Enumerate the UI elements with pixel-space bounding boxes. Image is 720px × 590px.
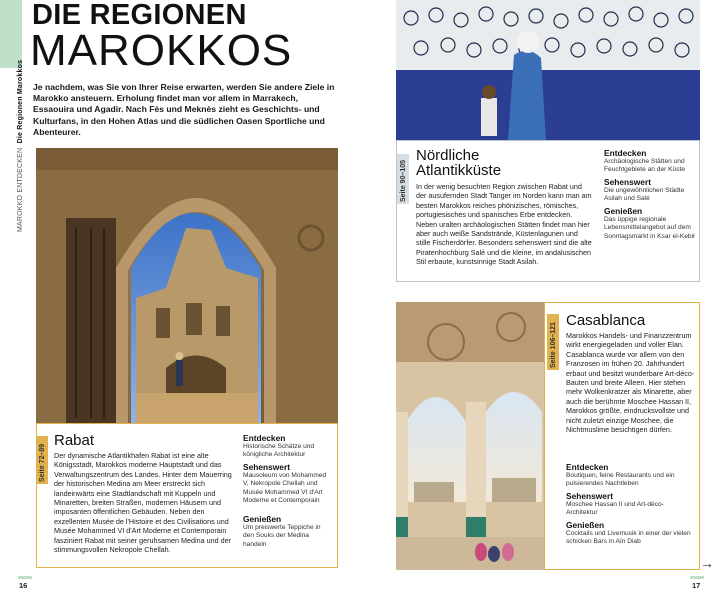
rabat-entdecken-text: Historische Schätze und königliche Architektur (243, 443, 315, 459)
rabat-pages: Seite 72–89 (39, 443, 46, 482)
casablanca-pages: Seite 106–121 (550, 322, 557, 368)
page-number-left: 16 (19, 581, 28, 590)
coast-page-tab (397, 154, 409, 204)
coast-entdecken-text: Archäologische Stätten und Feuchtgebiete an der Küste (604, 158, 686, 174)
coast-title-line1: Nördliche (416, 147, 480, 164)
side-chapter-name: Die Regionen Marokkos (17, 59, 24, 144)
page-number-bar-right (690, 576, 704, 579)
rabat-sehenswert-heading: Sehenswert (243, 462, 291, 472)
casablanca-entdecken-heading: Entdecken (566, 462, 609, 472)
casablanca-geniessen-text: Cocktails und Livemusik in einer der vielen schicken Bars in Aïn Diab (566, 530, 691, 546)
coast-title-line2: Atlantikküste (416, 162, 502, 179)
page-number-right: 17 (692, 581, 701, 590)
coast-sehenswert-heading: Sehenswert (604, 177, 652, 187)
rabat-geniessen-text: Um preiswerte Teppiche in den Souks der Medina handeln (243, 524, 321, 548)
rabat-sehenswert-text: Mausoleum von Mohammed V, Nekropole Chellah und Musée Mohammed VI d'Art Moderne et Contemporain (243, 472, 327, 505)
rabat-geniessen-heading: Genießen (243, 514, 282, 524)
page-number-bar-left (18, 576, 32, 579)
page-title-line2: MAROKKOS (30, 26, 293, 75)
casablanca-page-tab (547, 314, 559, 370)
coast-geniessen-heading: Genießen (604, 206, 643, 216)
casablanca-title: Casablanca (566, 312, 646, 329)
rabat-title: Rabat (54, 432, 95, 449)
rabat-page-tab (36, 436, 48, 484)
side-section-name: MAROKKO ENTDECKEN (17, 147, 24, 232)
page-title-line1: DIE REGIONEN (32, 0, 247, 31)
casablanca-photo (396, 302, 544, 570)
casablanca-body: Marokkos Handels- und Finanzzentrum wirkt energiegeladen und voller Elan. Casablanca wurde vor allem von den Franzosen im frühen 20. Jahrhundert erbaut und besitzt wunderbare Art-déco-Bauten und breite Alleen. Hier stehen mehr Wolkenkratzer als Minarette, aber auch die berühmte Moschee Hassan II, Marokkos größte, eindrucksvollste und nicht zuletzt einzige Moschee, die Nichtmuslime besichtigen dürfen. (566, 331, 695, 435)
side-chapter-label (16, 59, 28, 232)
coast-pages: Seite 90–105 (400, 159, 407, 202)
rabat-body: Der dynamische Atlantikhafen Rabat ist eine alte Königsstadt, Marokkos moderne Hauptstadt und das Verwaltungszentrum des Landes. Hinter dem Mauerring der historischen Medina am Meer erstreckt sich landeinwärts eine Stadtlandschaft mit Kuppeln und Minaretten, breiten Straßen, modernen Häusern und imposanten öffentlichen Gebäuden. Neben den exzellenten Musée de l'Histoire et des Civilisations und Musée Mohammed VI d'Art Moderne et Contemporain fasziniert Rabat mit seiner geruhsamen Medina und der stimmungsvollen Nekropole Chellah. (54, 451, 232, 555)
coast-sehenswert-text: Die ungewöhnlichen Städte Asilah und Salé (604, 187, 685, 203)
next-page-arrow-icon[interactable]: → (700, 555, 714, 571)
casablanca-sehenswert-heading: Sehenswert (566, 491, 614, 501)
coast-photo (396, 0, 700, 140)
casablanca-sehenswert-text: Moschee Hassan II und Art-déco-Architektur (566, 501, 664, 517)
casablanca-geniessen-heading: Genießen (566, 520, 605, 530)
casablanca-entdecken-text: Boutiquen, feine Restaurants und ein pulsierendes Nachtleben (566, 472, 675, 488)
intro-paragraph: Je nachdem, was Sie von Ihrer Reise erwarten, werden Sie andere Ziele in Marokko ansteuern. Erholung findet man vor allem in Marrakech, Essaouira und Agadir. Nach Fès und Meknès zieht es Geschichts- und Kulturfans, in den Hohen Atlas und die südlichen Oasen Sportliche und Abenteurer. (33, 82, 335, 137)
coast-body: In der wenig besuchten Region zwischen Rabat und der ausufernden Stadt Tanger im Norden kann man am besten Marokkos reiches phönizisches, römisches, portugiesisches und spanisches Erbe entdecken. Neben uralten archäologischen Stätten findet man hier aber auch weiße Sandstrände, Küstenlagunen und stille Fischerdörfer. Besonders sehenswert sind die alte Piratenhochburg Salé und die kleine, im andalusischen Stil erbaute, kunstsinnige Stadt Asilah. (416, 182, 592, 267)
coast-entdecken-heading: Entdecken (604, 148, 647, 158)
rabat-entdecken-heading: Entdecken (243, 433, 286, 443)
section-color-tab (0, 0, 22, 68)
rabat-photo (36, 148, 338, 423)
coast-geniessen-text: Das üppige regionale Lebensmittelangebot auf dem Sonntagsmarkt in Ksar el-Kebir (604, 216, 696, 240)
